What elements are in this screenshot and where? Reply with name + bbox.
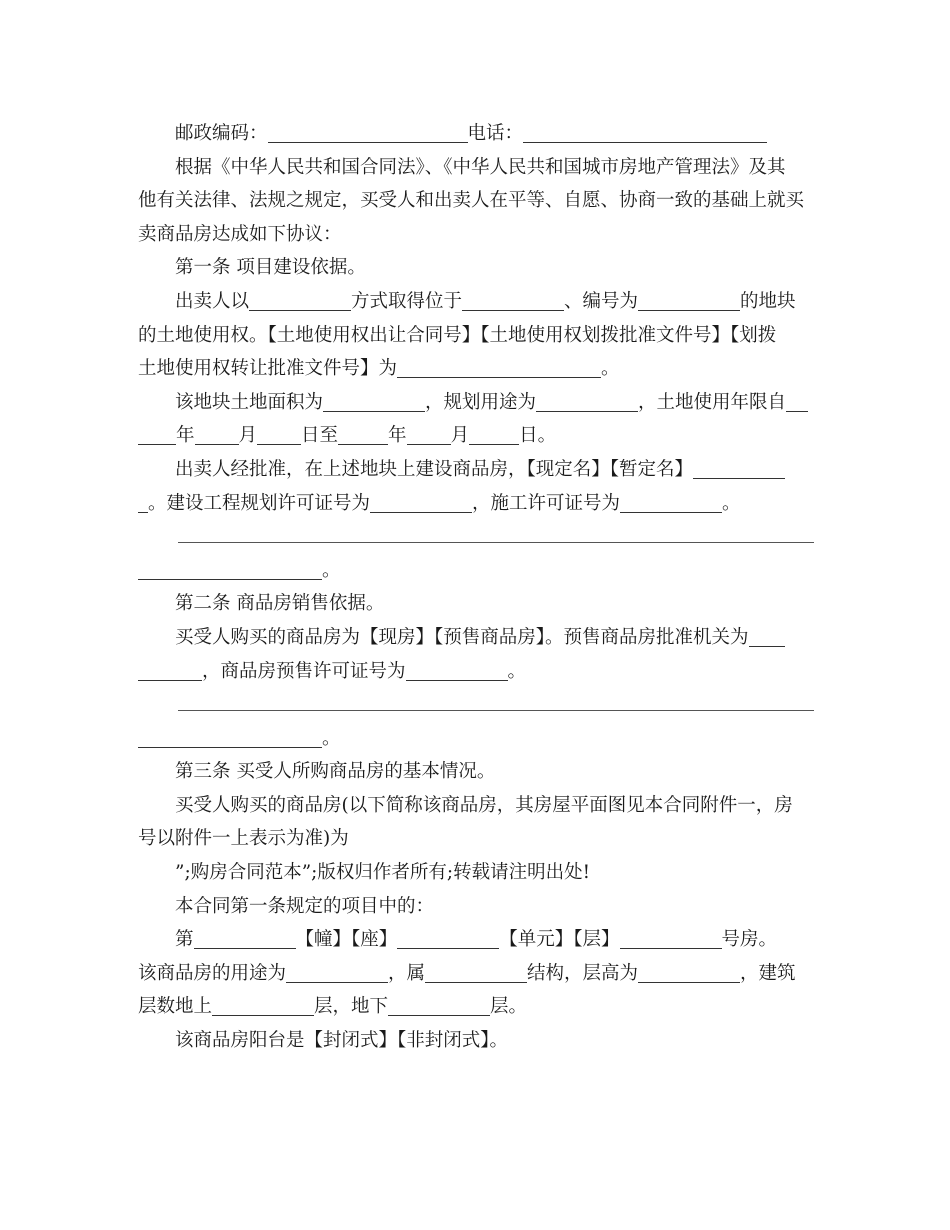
fill-in-rule[interactable]	[138, 688, 814, 722]
fill-in-blank[interactable]	[138, 559, 322, 580]
start-day-blank[interactable]	[257, 424, 301, 445]
text: 第	[175, 929, 194, 951]
article-2-heading: 第二条 商品房销售依据。	[175, 593, 385, 615]
approval-authority-blank-cont[interactable]	[138, 660, 202, 681]
construction-permit-blank[interactable]	[620, 492, 722, 513]
text: 该地块土地面积为	[175, 391, 324, 413]
land-area-line	[138, 386, 814, 420]
text: 层，地下	[314, 996, 389, 1018]
end-day-blank[interactable]	[469, 424, 519, 445]
planning-permit-blank[interactable]	[370, 492, 472, 513]
para-basis-line-2: 他有关法律、法规之规定，买受人和出卖人在平等、自愿、协商一致的基础上就买	[138, 190, 805, 212]
text: 结构，层高为	[527, 962, 639, 984]
text: 号房。	[721, 929, 778, 951]
presale-permit-line	[138, 655, 814, 689]
structure-blank[interactable]	[425, 962, 527, 983]
text: ，施工许可证号为	[472, 492, 621, 514]
project-name-blank[interactable]	[693, 458, 785, 479]
postal-code-label: 邮政编码：	[175, 123, 268, 144]
text: 土地使用权转让批准文件号】为	[138, 358, 398, 380]
postal-code-blank[interactable]	[268, 122, 468, 143]
land-right-line: 的土地使用权。【土地使用权出让合同号】【土地使用权划拨批准文件号】【划拨	[138, 324, 777, 346]
text: 。建设工程规划许可证号为	[148, 492, 371, 514]
approval-authority-blank[interactable]	[749, 626, 785, 647]
presale-permit-blank[interactable]	[406, 660, 508, 681]
start-year-blank[interactable]	[138, 424, 176, 445]
article-1-heading: 第一条 项目建设依据。	[175, 257, 366, 279]
text: 日。	[519, 425, 557, 447]
para-basis-line-3: 卖商品房达成如下协议：	[138, 223, 342, 245]
text: ，土地使用年限自	[638, 391, 787, 413]
text: 月	[450, 425, 470, 447]
property-desc-line-2: 号以附件一上表示为准)为	[138, 828, 349, 850]
text: 年	[176, 425, 195, 447]
land-area-blank[interactable]	[323, 391, 425, 412]
unit-blank[interactable]	[397, 928, 499, 949]
text: 月	[238, 425, 258, 447]
fill-in-blank[interactable]	[138, 727, 322, 748]
text: 的地块	[740, 290, 796, 312]
usage-blank[interactable]	[286, 962, 388, 983]
fill-in-rule[interactable]	[138, 520, 814, 554]
term-start-blank[interactable]	[786, 391, 808, 412]
text: 【幢】【座】	[295, 929, 398, 951]
text: 。	[322, 559, 341, 581]
text: 年	[388, 425, 407, 447]
text: 该商品房的用途为	[138, 962, 287, 984]
start-month-blank[interactable]	[195, 424, 239, 445]
property-desc-line-1: 买受人购买的商品房(以下简称该商品房，其房屋平面图见本合同附件一，房	[175, 794, 793, 816]
end-month-blank[interactable]	[407, 424, 451, 445]
text: 买受人购买的商品房为【现房】【预售商品房】。预售商品房批准机关为	[175, 626, 749, 648]
text: ，商品房预售许可证号为	[202, 660, 406, 682]
fill-in-rule-end	[138, 722, 814, 756]
floors-above-blank[interactable]	[212, 995, 314, 1016]
text: 出卖人以	[175, 290, 250, 312]
permit-line	[138, 487, 814, 521]
approval-doc-blank[interactable]	[397, 357, 601, 378]
floors-below-blank[interactable]	[388, 995, 490, 1016]
plot-number-blank[interactable]	[638, 290, 740, 311]
building-blank[interactable]	[194, 928, 296, 949]
text: 出卖人经批准，在上述地块上建设商品房，【现定名】【暂定名】	[175, 458, 694, 480]
text: 。	[601, 358, 620, 380]
text: ，属	[388, 962, 426, 984]
contract-document	[138, 117, 814, 1058]
project-name-blank-cont[interactable]	[138, 492, 148, 513]
text: 【单元】【层】	[499, 929, 620, 951]
postal-phone-line	[138, 117, 814, 151]
unit-number-line	[138, 923, 814, 957]
text: 层数地上	[138, 996, 213, 1018]
usage-structure-line	[138, 957, 814, 991]
text: ，规划用途为	[425, 391, 537, 413]
fill-in-rule-end	[138, 554, 814, 588]
text: 日至	[301, 425, 339, 447]
article-3-heading: 第三条 买受人所购商品房的基本情况。	[175, 761, 496, 783]
text: 方式取得位于	[351, 290, 463, 312]
end-year-blank[interactable]	[338, 424, 388, 445]
copyright-note: ”;购房合同范本”;版权归作者所有;转载请注明出处!	[175, 862, 591, 884]
text: 。	[722, 492, 741, 514]
phone-label: 电话：	[467, 123, 524, 144]
phone-blank[interactable]	[523, 122, 767, 143]
floors-line	[138, 990, 814, 1024]
project-name-line	[138, 453, 814, 487]
balcony-line: 该商品房阳台是【封闭式】【非封闭式】。	[175, 1030, 509, 1052]
para-basis-line-1: 根据《中华人民共和国合同法》、《中华人民共和国城市房地产管理法》及其	[175, 156, 786, 178]
text: 。	[322, 727, 341, 749]
method-blank[interactable]	[249, 290, 351, 311]
location-blank[interactable]	[462, 290, 564, 311]
text: 。	[507, 660, 527, 682]
land-term-line	[138, 419, 814, 453]
text: ，建筑	[740, 962, 796, 984]
land-acquisition-line	[138, 285, 814, 319]
project-ref-line: 本合同第一条规定的项目中的：	[175, 895, 435, 917]
floor-height-blank[interactable]	[638, 962, 740, 983]
approval-doc-line	[138, 352, 814, 386]
planned-use-blank[interactable]	[536, 391, 638, 412]
room-blank[interactable]	[620, 928, 722, 949]
text: 层。	[490, 996, 528, 1018]
text: 、编号为	[564, 290, 639, 312]
sales-basis-line	[138, 621, 814, 655]
